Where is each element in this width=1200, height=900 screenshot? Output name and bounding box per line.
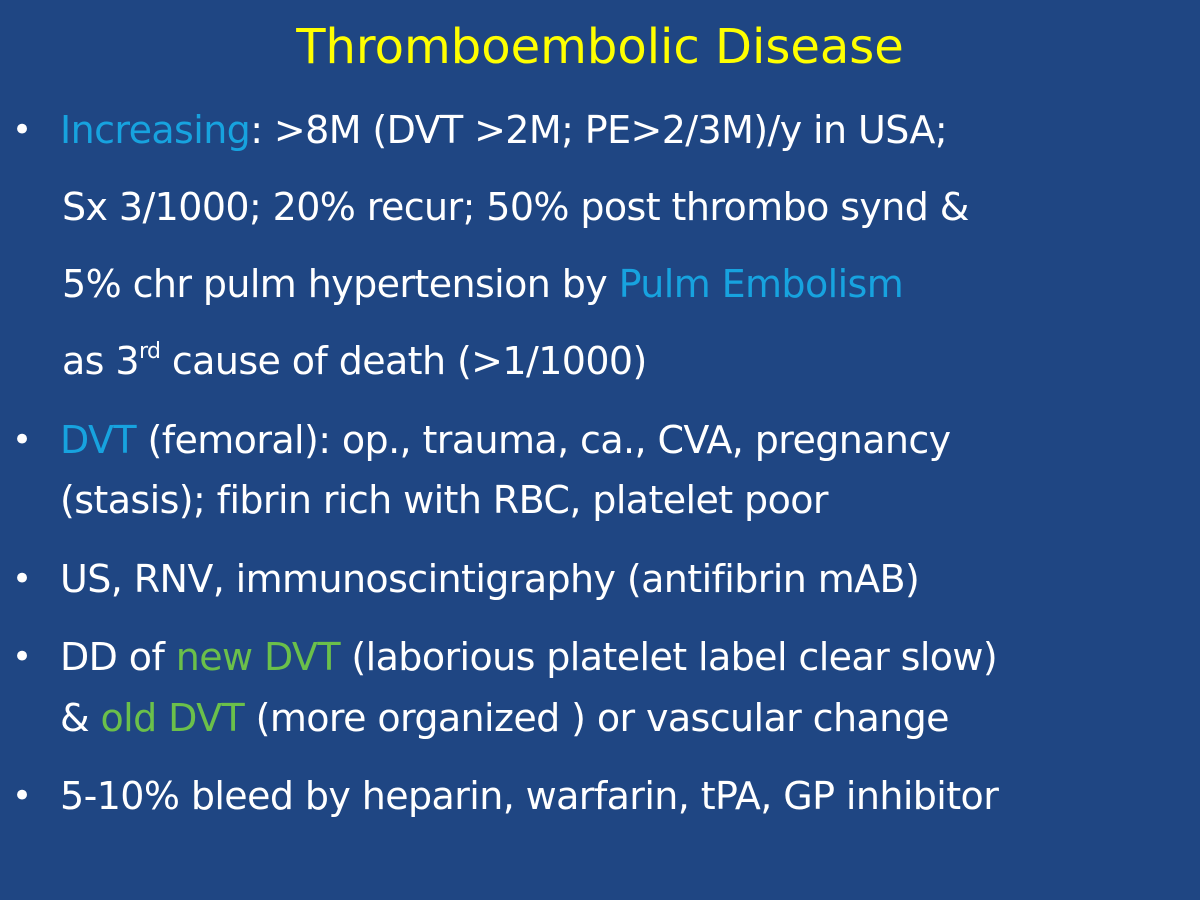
highlight-pulm-embolism: Pulm Embolism xyxy=(618,262,904,306)
highlight-dvt: DVT xyxy=(60,418,136,462)
bullet-2-line-2: (stasis); fibrin rich with RBC, platelet poor xyxy=(60,478,828,522)
ordinal-superscript: rd xyxy=(138,339,161,364)
bullet-1-line-3 xyxy=(62,256,903,312)
bullet-1-line-4-rest: cause of death (>1/1000) xyxy=(160,339,647,383)
bullet-1-line-4 xyxy=(62,333,647,389)
bullet-marker: • xyxy=(12,420,33,460)
bullet-2-line-1-text: (femoral): op., trauma, ca., CVA, pregnancy xyxy=(136,418,951,462)
bullet-1-line-3-text: 5% chr pulm hypertension by xyxy=(62,262,619,306)
bullet-4-line-2-text: & xyxy=(60,696,101,740)
highlight-old-dvt: old DVT xyxy=(100,696,245,740)
bullet-4-line-1-rest: (laborious platelet label clear slow) xyxy=(339,635,998,679)
bullet-5-line-1: 5-10% bleed by heparin, warfarin, tPA, GP inhibitor xyxy=(60,774,999,818)
bullet-marker: • xyxy=(12,110,33,150)
bullet-3-line-1: US, RNV, immunoscintigraphy (antifibrin mAB) xyxy=(60,557,920,601)
bullet-4-line-2 xyxy=(60,690,949,746)
bullet-2-line-1 xyxy=(60,412,951,468)
bullet-marker: • xyxy=(12,637,33,677)
highlight-new-dvt: new DVT xyxy=(175,635,340,679)
bullet-4-line-1 xyxy=(60,629,997,685)
bullet-1-line-2: Sx 3/1000; 20% recur; 50% post thrombo synd & xyxy=(62,185,969,229)
slide-title: Thromboembolic Disease xyxy=(296,19,904,75)
bullet-4-line-1-text: DD of xyxy=(60,635,176,679)
bullet-4-line-2-rest: (more organized ) or vascular change xyxy=(244,696,949,740)
bullet-1-line-1 xyxy=(60,102,947,158)
bullet-marker: • xyxy=(12,776,33,816)
bullet-1-line-1-text: : >8M (DVT >2M; PE>2/3M)/y in USA; xyxy=(250,108,948,152)
highlight-increasing: Increasing xyxy=(60,108,251,152)
bullet-1-line-4-text: as 3 xyxy=(62,339,139,383)
bullet-marker: • xyxy=(12,559,33,599)
